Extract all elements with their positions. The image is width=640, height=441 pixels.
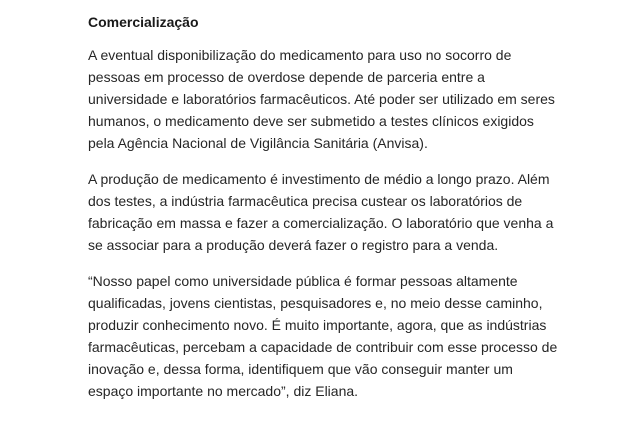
article-body [88,12,560,402]
quote-paragraph: “Nosso papel como universidade pública é formar pessoas altamente qualificadas, jovens cientistas, pesquisadores e, no meio desse caminho, produzir conhecimento novo. É muito importante, agora, que as indústrias farmacêuticas, percebam a capacidade de contribuir com esse processo de inovação e, dessa forma, identifiquem que vão conseguir manter um espaço importante no mercado”, diz Eliana. [88,273,558,399]
section-heading: Comercialização [88,14,199,30]
article-paragraph: A produção de medicamento é investimento de médio a longo prazo. Além dos testes, a indústria farmacêutica precisa custear os laboratórios de fabricação em massa e fazer a comercialização. O laboratório que venha a se associar para a produção deverá fazer o registro para a venda. [88,171,554,253]
article-paragraph: A eventual disponibilização do medicamento para uso no socorro de pessoas em processo de overdose depende de parceria entre a universidade e laboratórios farmacêuticos. Até poder ser utilizado em seres humanos, o medicamento deve ser submetido a testes clínicos exigidos pela Agência Nacional de Vigilância Sanitária (Anvisa). [88,47,555,151]
